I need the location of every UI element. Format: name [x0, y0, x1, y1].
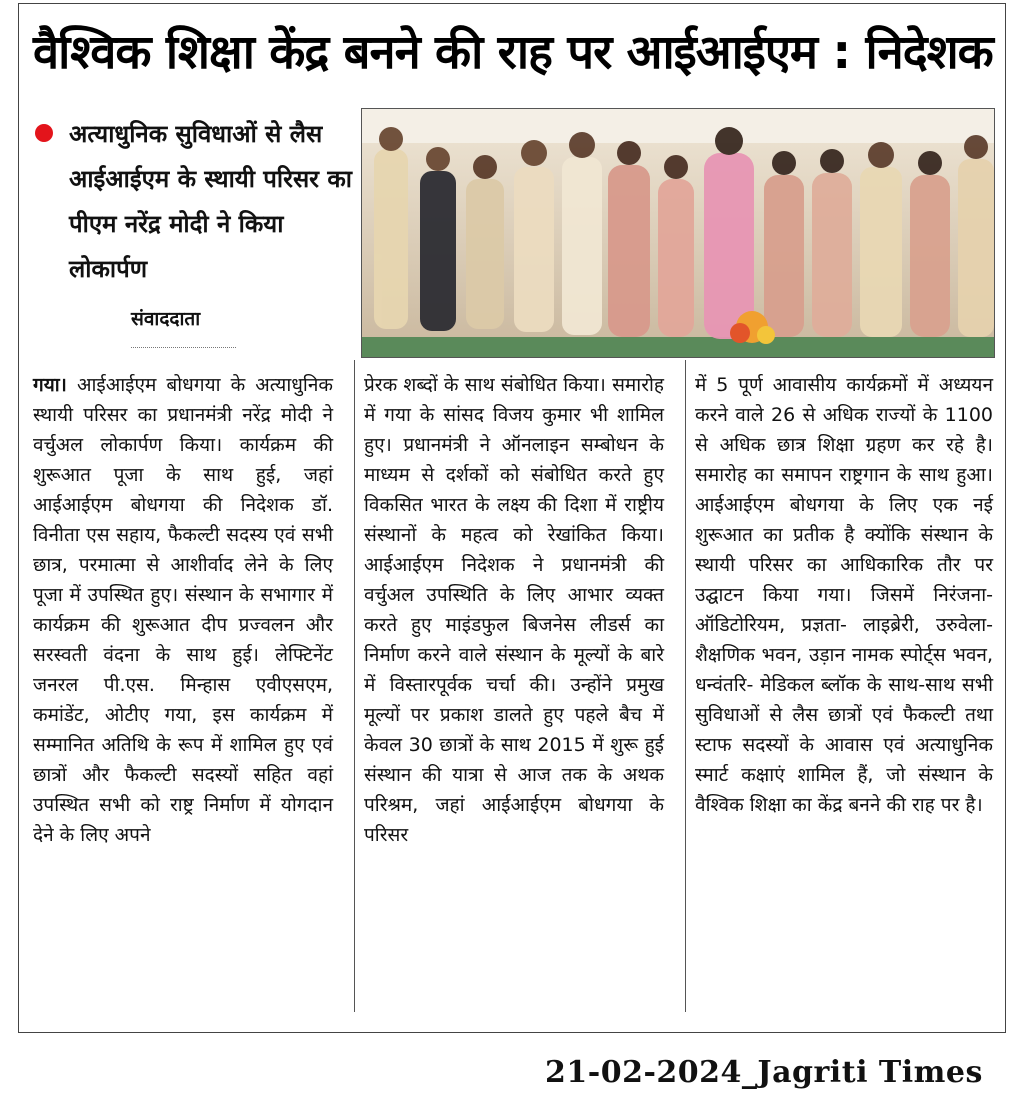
article-column-2	[364, 370, 664, 850]
article-column-1	[33, 370, 333, 850]
headline: वैश्विक शिक्षा केंद्र बनने की राह पर आईआईएम : निदेशक	[33, 25, 993, 80]
subhead-block	[33, 112, 353, 292]
column-2-text: प्रेरक शब्दों के साथ संबोधित किया। समारोह में गया के सांसद विजय कुमार भी शामिल हुए। प्रधानमंत्री ने ऑनलाइन सम्बोधन के माध्यम से दर्शकों को संबोधित करते हुए विकसित भारत के लक्ष्य की दिशा में राष्ट्रीय संस्थानों के महत्व को रेखांकित किया। आईआईएम निदेशक ने प्रधानमंत्री की वर्चुअल उपस्थिति के लिए आभार व्यक्त करते हुए माइंडफुल बिजनेस लीडर्स का निर्माण करने वाले संस्थान के मूल्यों के बारे में विस्तारपूर्वक चर्चा की। उन्होंने प्रमुख मूल्यों पर प्रकाश डालते हुए पहले बैच में केवल 30 छात्रों के साथ 2015 में शुरू हुई संस्थान की यात्रा से आज तक के अथक परिश्रम, जहां आईआईएम बोधगया के परिसर	[364, 374, 664, 846]
dateline: गया।	[33, 374, 67, 396]
column-divider	[685, 360, 686, 1012]
subhead: अत्याधुनिक सुविधाओं से लैस आईआईएम के स्थायी परिसर का पीएम नरेंद्र मोदी ने किया लोकार्पण	[69, 120, 352, 283]
byline: संवाददाता	[131, 308, 201, 330]
event-photo-illustration	[362, 109, 995, 358]
event-photo	[361, 108, 995, 358]
article-column-3	[695, 370, 993, 820]
red-bullet-icon	[35, 124, 53, 142]
byline-divider	[131, 347, 236, 348]
column-divider	[354, 360, 355, 1012]
newspaper-clipping	[18, 3, 1006, 1033]
source-caption: 21-02-2024_Jagriti Times	[545, 1055, 983, 1090]
column-1-text: आईआईएम बोधगया के अत्याधुनिक स्थायी परिसर का प्रधानमंत्री नरेंद्र मोदी ने वर्चुअल लोकार्पण किया। कार्यक्रम की शुरूआत पूजा के साथ हुई, जहां आईआईएम बोधगया की निदेशक डॉ. विनीता एस सहाय, फैकल्टी सदस्य एवं सभी छात्र, परमात्मा से आशीर्वाद लेने के लिए पूजा में उपस्थित हुए। संस्थान के सभागार में कार्यक्रम की शुरूआत दीप प्रज्वलन और सरस्वती वंदना के साथ हुई। लेफ्टिनेंट जनरल पी.एस. मिन्हास एवीएसएम, कमांडेंट, ओटीए गया, इस कार्यक्रम में सम्मानित अतिथि के रूप में शामिल हुए एवं छात्रों और फैकल्टी सदस्यों सहित वहां उपस्थित सभी को राष्ट्र निर्माण में योगदान देने के लिए अपने	[33, 374, 333, 846]
column-3-text: में 5 पूर्ण आवासीय कार्यक्रमों में अध्ययन करने वाले 26 से अधिक राज्यों के 1100 से अधिक छात्र शिक्षा ग्रहण कर रहे है।समारोह का समापन राष्ट्रगान के साथ हुआ। आईआईएम बोधगया के लिए एक नई शुरूआत का प्रतीक है क्योंकि संस्थान के स्थायी परिसर का आधिकारिक तौर पर उद्घाटन किया गया। जिसमें निरंजना- ऑडिटोरियम, प्रज्ञता- लाइब्रेरी, उरुवेला- शैक्षणिक भवन, उड़ान नामक स्पोर्ट्स भवन, धन्वंतरि- मेडिकल ब्लॉक के साथ-साथ सभी सुविधाओं से लैस छात्रों एवं फैकल्टी तथा स्टाफ सदस्यों के आवास एवं अत्याधुनिक स्मार्ट कक्षाएं शामिल हैं, जो संस्थान के वैश्विक शिक्षा का केंद्र बनने की राह पर है।	[695, 374, 993, 816]
